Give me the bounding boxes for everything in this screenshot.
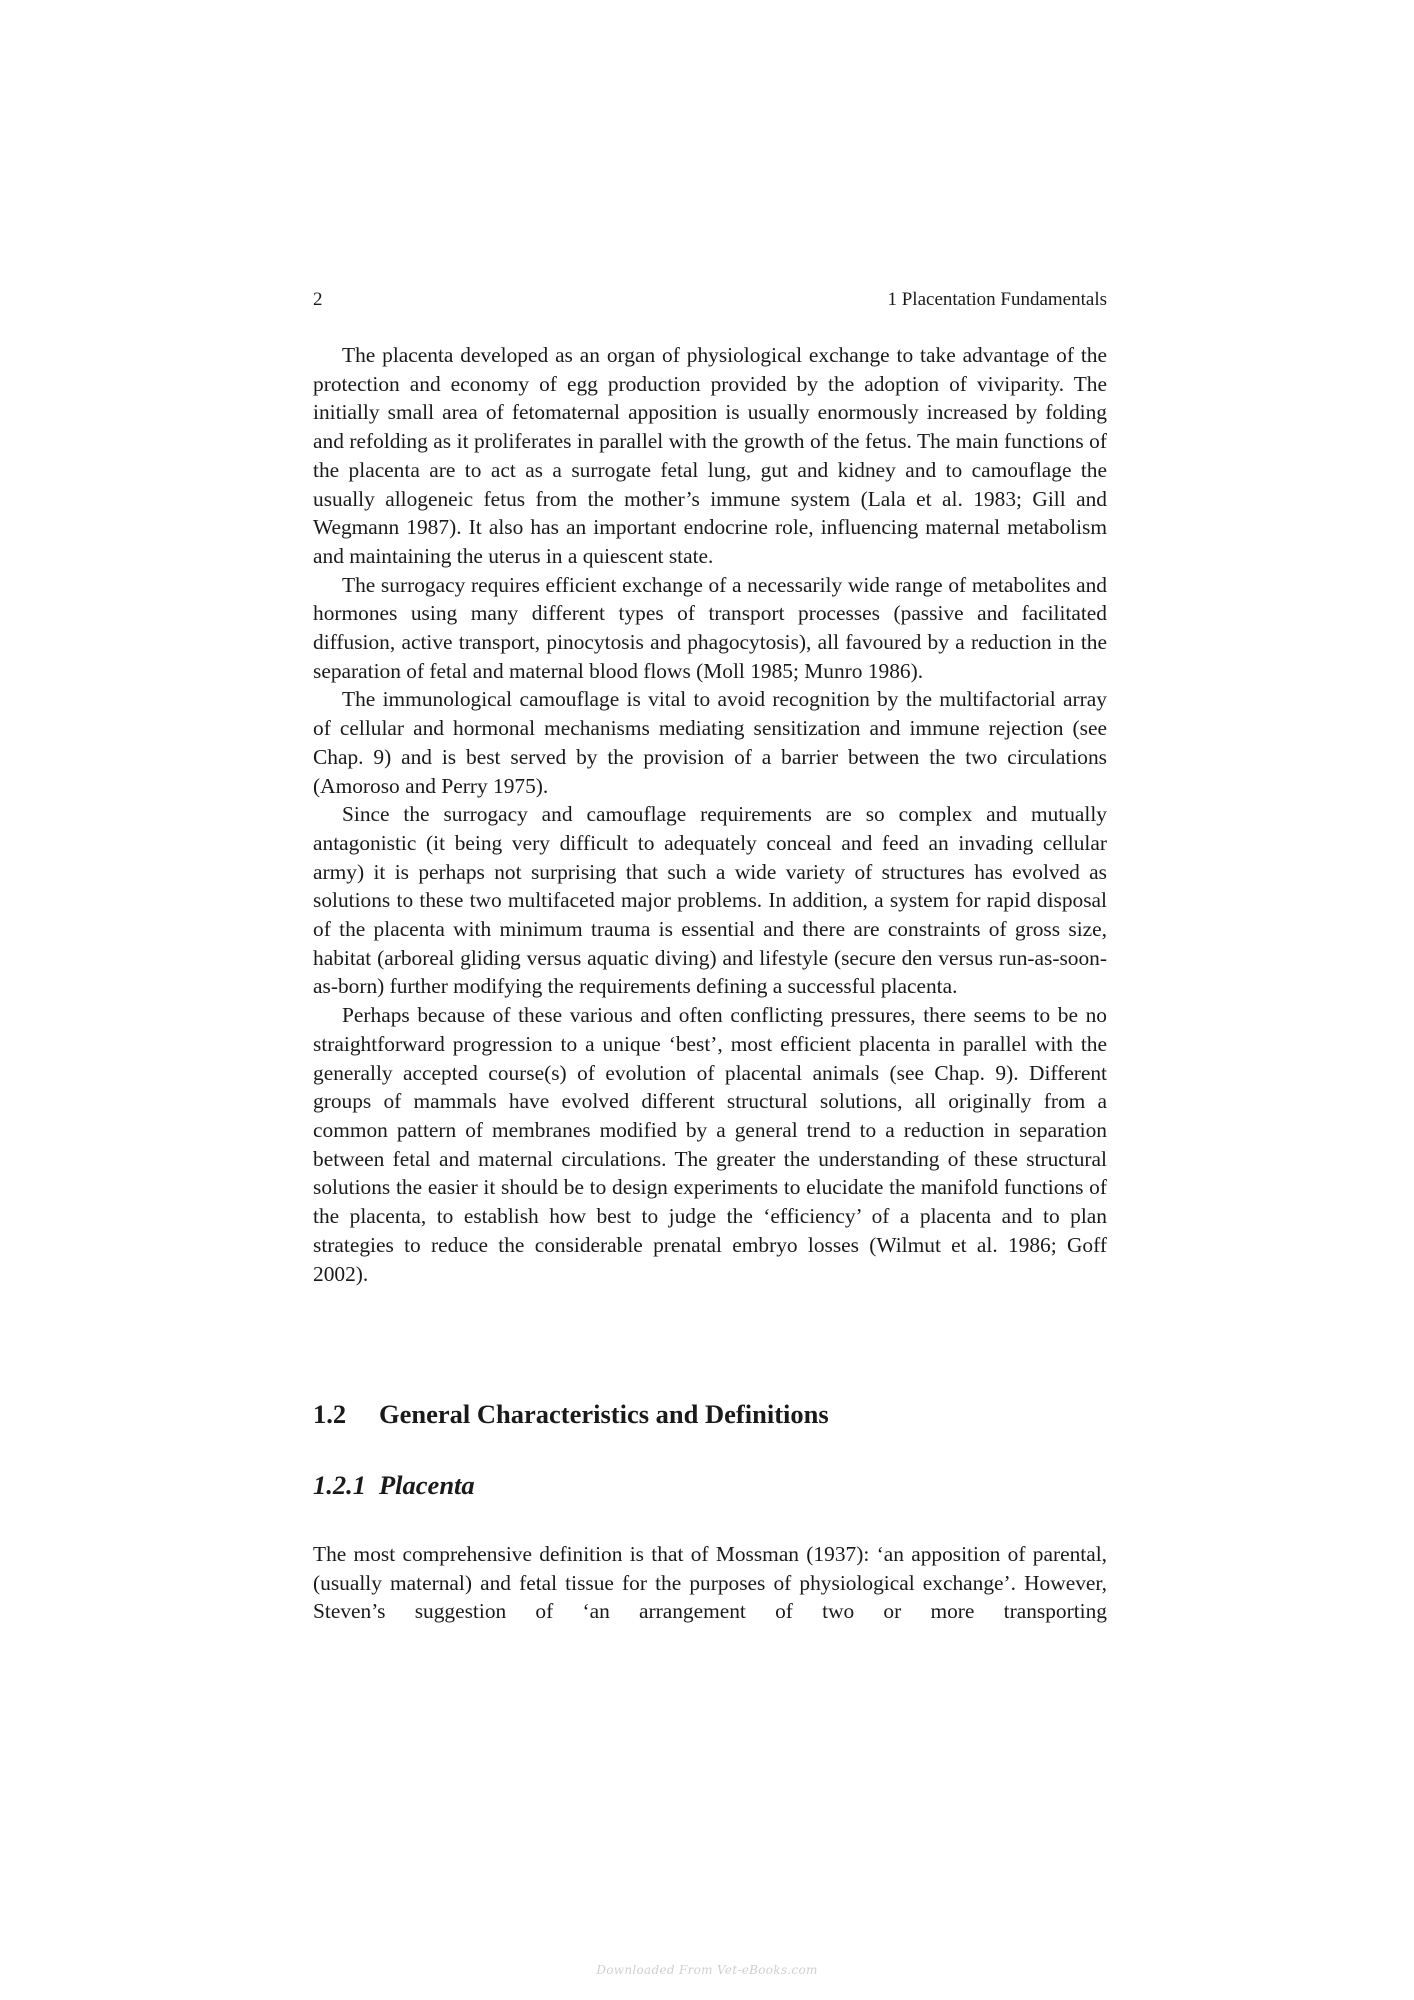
section-heading (313, 1397, 1107, 1431)
section-body (313, 1540, 1107, 1626)
running-head (313, 287, 1107, 313)
body-text (313, 341, 1107, 1288)
section-number: 1.2 (313, 1399, 347, 1429)
page-number: 2 (313, 289, 323, 310)
paragraph-conflicting-pressures: Perhaps because of these various and often conflicting pressures, there seems to be no straightforward progression to a unique ‘best’, most efficient placenta in parallel with the generally accepted course(s) of evolution of placental animals (see Chap. 9). Different groups of mammals have evolved different structural solutions, all originally from a common pattern of membranes modified by a general trend to a reduction in separation between fetal and maternal circulations. The greater the understanding of these structural solutions the easier it should be to design experiments to elucidate the manifold functions of the placenta, to establish how best to judge the ‘efficiency’ of a placenta and to plan strategies to reduce the considerable prenatal embryo losses (Wilmut et al. 1986; Goff 2002). (313, 1003, 1107, 1286)
paragraph-placenta-definition: The most comprehensive definition is that of Mossman (1937): ‘an apposition of parental, (usually maternal) and fetal tissue for the purposes of physiological exchange’. However, Steven’s suggestion of ‘an arrangement of two or more transporting (313, 1542, 1107, 1624)
paragraph-structural-variety: Since the surrogacy and camouflage requirements are so complex and mutually antagonistic (it being very difficult to adequately conceal and feed an invading cellular army) it is perhaps not surprising that such a wide variety of structures has evolved as solutions to these two multifaceted major problems. In addition, a system for rapid disposal of the placenta with minimum trauma is essential and there are constraints of gross size, habitat (arboreal gliding versus aquatic diving) and lifestyle (secure den versus run-as-soon-as-born) further modifying the requirements defining a successful placenta. (313, 802, 1107, 999)
section-title: General Characteristics and Definitions (379, 1399, 829, 1429)
running-chapter-title: 1 Placentation Fundamentals (887, 289, 1107, 310)
subsection-heading (313, 1468, 1107, 1502)
paragraph-surrogacy: The surrogacy requires efficient exchange of a necessarily wide range of metabolites and hormones using many different types of transport processes (passive and facilitated diffusion, active transport, pinocytosis and phagocytosis), all favoured by a reduction in the separation of fetal and maternal blood flows (Moll 1985; Munro 1986). (313, 572, 1107, 683)
paragraph-immunological-camouflage: The immunological camouflage is vital to avoid recognition by the multifactorial array of cellular and hormonal mechanisms mediating sensitization and immune rejection (see Chap. 9) and is best served by the provision of a barrier between the two circulations (Amoroso and Perry 1975). (313, 687, 1107, 798)
subsection-number: 1.2.1 (313, 1470, 366, 1500)
subsection-title: Placenta (379, 1470, 475, 1500)
paragraph-viviparity: The placenta developed as an organ of physiological exchange to take advantage of the protection and economy of egg production provided by the adoption of viviparity. The initially small area of fetomaternal apposition is usually enormously increased by folding and refolding as it proliferates in parallel with the growth of the fetus. The main functions of the placenta are to act as a surrogate fetal lung, gut and kidney and to camouflage the usually allogeneic fetus from the mother’s immune system (Lala et al. 1983; Gill and Wegmann 1987). It also has an important endocrine role, influencing maternal metabolism and maintaining the uterus in a quiescent state. (313, 343, 1107, 568)
watermark: Downloaded From Vet-eBooks.com (596, 1963, 818, 1977)
